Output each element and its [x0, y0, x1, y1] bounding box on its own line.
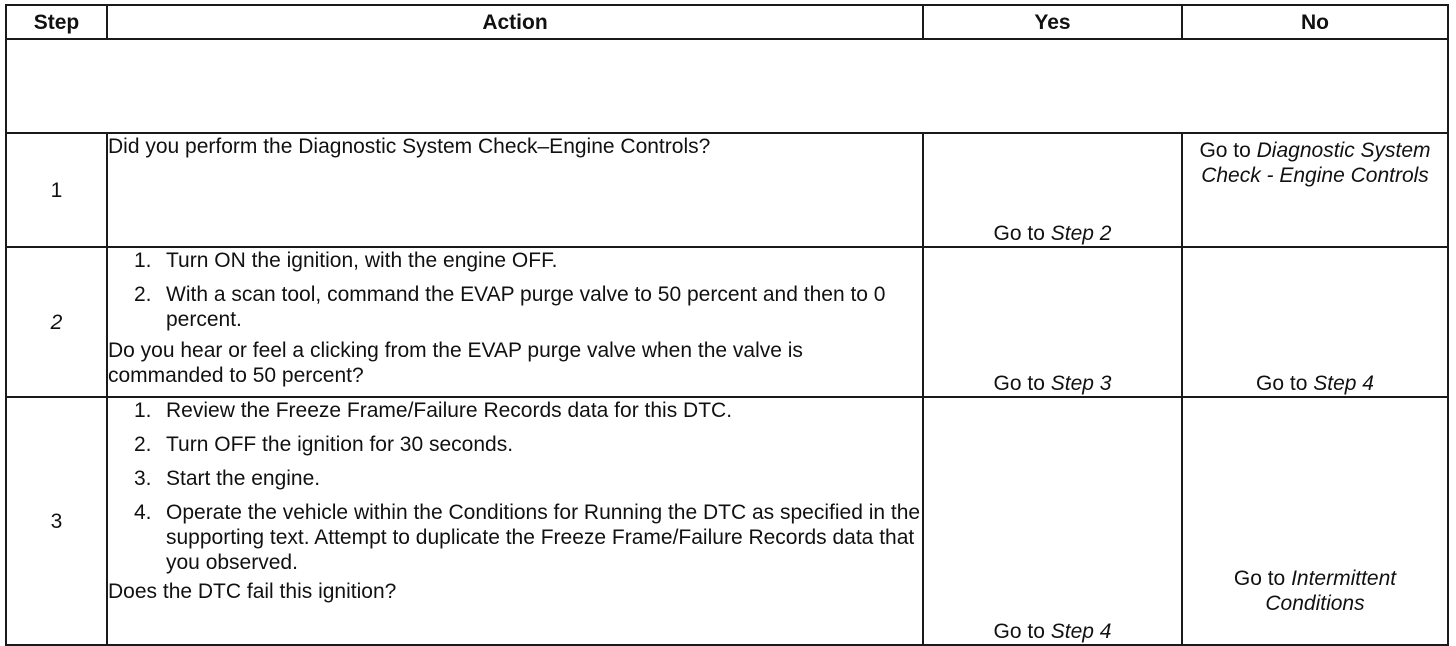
- no-prefix: Go to: [1199, 139, 1257, 162]
- instruction-list: [108, 248, 922, 332]
- instruction-number: 2.: [134, 433, 152, 456]
- table-row: [6, 397, 1448, 645]
- step-number: 2: [6, 247, 107, 397]
- no-cell: [1182, 133, 1448, 247]
- step-number: 1: [6, 133, 107, 247]
- instruction-item: [108, 466, 922, 491]
- header-yes: Yes: [923, 5, 1182, 39]
- instruction-item: [108, 248, 922, 273]
- instruction-text: Turn OFF the ignition for 30 seconds.: [166, 433, 514, 456]
- instruction-item: [108, 432, 922, 457]
- header-action: Action: [107, 5, 923, 39]
- header-no: No: [1182, 5, 1448, 39]
- step-number: 3: [6, 397, 107, 645]
- no-reference[interactable]: Step 4: [1313, 372, 1374, 395]
- no-prefix: Go to: [1256, 372, 1314, 395]
- instruction-number: 1.: [134, 249, 152, 272]
- instruction-text: Turn ON the ignition, with the engine OFF.: [166, 249, 558, 272]
- yes-reference[interactable]: Step 4: [1050, 620, 1112, 643]
- instruction-number: 1.: [134, 399, 152, 422]
- instruction-number: 2.: [134, 283, 152, 306]
- instruction-text: Review the Freeze Frame/Failure Records data for this DTC.: [166, 399, 733, 422]
- yes-prefix: Go to: [993, 620, 1051, 643]
- blank-row: [6, 39, 1448, 133]
- blank-cell: [6, 39, 1448, 133]
- diagnostic-table: [5, 4, 1449, 646]
- action-question: Does the DTC fail this ignition?: [108, 580, 397, 603]
- instruction-list: [108, 398, 922, 575]
- instruction-item: [108, 282, 922, 332]
- yes-cell: [923, 133, 1182, 247]
- instruction-text: Operate the vehicle within the Conditions for Running the DTC as specified in the supporting text. Attempt to duplicate the Freeze Frame/Failure Records data that you observed.: [166, 501, 921, 574]
- yes-prefix: Go to: [993, 372, 1051, 395]
- no-cell: [1182, 397, 1448, 645]
- yes-cell: [923, 247, 1182, 397]
- table-row: [6, 247, 1448, 397]
- yes-prefix: Go to: [993, 222, 1051, 245]
- instruction-item: [108, 398, 922, 423]
- no-prefix: Go to: [1233, 567, 1292, 590]
- action-question: Did you perform the Diagnostic System Check–Engine Controls?: [108, 135, 711, 158]
- action-cell: [107, 397, 923, 645]
- yes-reference[interactable]: Step 3: [1050, 372, 1112, 395]
- header-step: Step: [6, 5, 107, 39]
- instruction-number: 3.: [134, 467, 152, 490]
- yes-cell: [923, 397, 1182, 645]
- action-cell: [107, 247, 923, 397]
- instruction-text: Start the engine.: [166, 467, 321, 490]
- instruction-text: With a scan tool, command the EVAP purge valve to 50 percent and then to 0 percent.: [166, 283, 886, 331]
- header-row: [6, 5, 1448, 39]
- yes-reference[interactable]: Step 2: [1050, 222, 1112, 245]
- action-question: Do you hear or feel a clicking from the EVAP purge valve when the valve is commanded to 50 percent?: [108, 339, 803, 387]
- no-reference[interactable]: Intermittent Conditions: [1265, 567, 1397, 615]
- instruction-item: [108, 500, 922, 575]
- table-row: [6, 133, 1448, 247]
- no-cell: [1182, 247, 1448, 397]
- action-cell: [107, 133, 923, 247]
- no-reference[interactable]: Diagnostic System Check - Engine Controls: [1201, 139, 1431, 187]
- instruction-number: 4.: [134, 501, 152, 524]
